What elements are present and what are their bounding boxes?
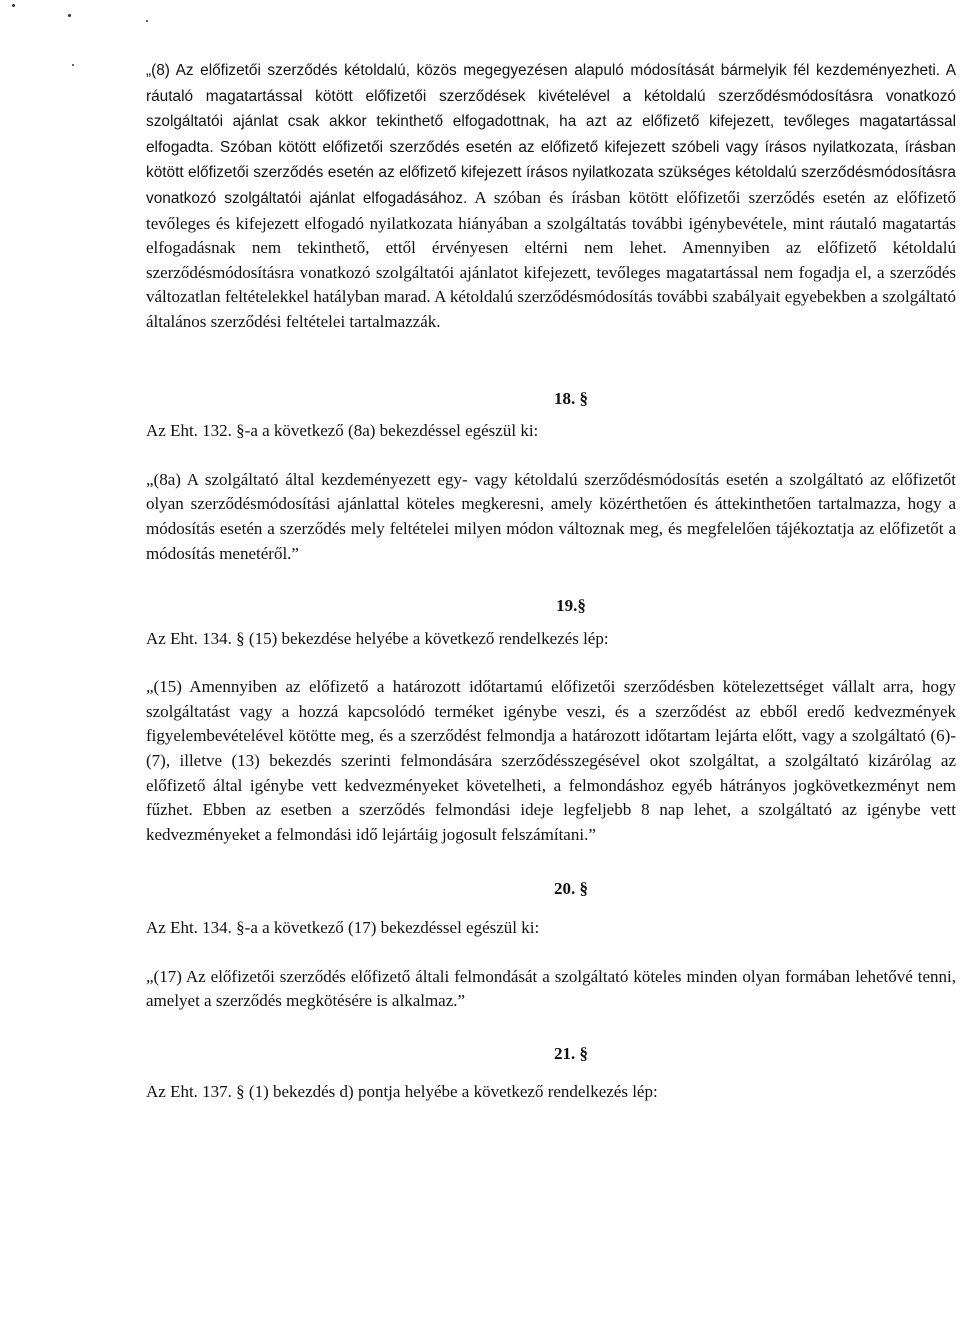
scan-speck-3 [146,20,148,22]
section-19-heading: 19.§ [556,596,586,616]
section-18-quote: „(8a) A szolgáltató által kezdeményezett egy- vagy kétoldalú szerződésmódosítás esetén a szolgáltató az előfizetőt olyan szerződésmódosítási ajánlattal köteles megkeresni, amely közérthetően és áttekinthetően tartalmazza, hogy a módosítás esetén a szerződés mely feltételei milyen módon változnak meg, és megfelelően tájékoztatja az előfizetőt a módosítás menetéről.” [146,469,956,563]
scan-speck-2 [68,14,71,17]
section-18-intro: Az Eht. 132. §-a a következő (8a) bekezdéssel egészül ki: [146,421,539,441]
section-20-quote: „(17) Az előfizetői szerződés előfizető általi felmondását a szolgáltató köteles minden olyan formában lehetővé tenni, amelyet a szerződés megkötésére is alkalmaz.” [146,966,956,1011]
section-19-quote: „(15) Amennyiben az előfizető a határozott időtartamú előfizetői szerződésben kötelezettséget vállalt arra, hogy szolgáltatást vagy a hozzá kapcsolódó terméket igénybe veszi, és a szerződést az ebből eredő kedvezmények figyelembevételével kötötte meg, és a szerződést felmondja a határozott időtartam lejárta előtt, vagy a szolgáltató (6)-(7), illetve (13) bekezdés szerinti felmondására szerződésszegésével okot szolgáltat, a szolgáltató kizárólag az előfizető által igénybe vett kedvezményeket követelheti, a felmondáshoz egyéb hátrányos jogkövetkezményt nem fűzhet. Ebben az esetben a szerződés felmondási ideje legfeljebb 8 nap lehet, a szolgáltató az igénybe vett kedvezményeket a felmondási idő lejártáig jogosult felszámítani.” [146,677,956,844]
section-21-heading: 21. § [554,1043,588,1063]
section-18-heading: 18. § [554,388,588,408]
section-21-intro: Az Eht. 137. § (1) bekezdés d) pontja helyébe a következő rendelkezés lép: [146,1082,658,1102]
paragraph-8 [146,58,956,335]
section-19-intro: Az Eht. 134. § (15) bekezdése helyébe a következő rendelkezés lép: [146,628,609,648]
paragraph-8-sans-text: „(8) Az előfizetői szerződés kétoldalú, közös megegyezésen alapuló módosítását bármelyik fél kezdeményezheti. A ráutaló magatartással kötött előfizetői szerződések kivételével a kétoldalú szerződésmódosításra vonatkozó szolgáltatói ajánlat csak akkor tekinthető elfogadottnak, ha azt az előfizető kifejezett, tevőleges magatartással elfogadta. Szóban kötött előfizetői szerződés esetén az előfizető kifejezett szóbeli vagy írásos nyilatkozata, írásban kötött előfizetői szerződés esetén az előfizető kifejezett írásos nyilatkozata szükséges kétoldalú szerződésmódosításra vonatkozó szolgáltatói ajánlat elfogadásához. [146,62,956,207]
scan-speck-1 [12,4,15,7]
section-20-intro: Az Eht. 134. §-a a következő (17) bekezdéssel egészül ki: [146,918,540,938]
paragraph-8-serif-text: A szóban és írásban kötött előfizetői szerződés esetén az előfizető tevőleges és kifejezett elfogadó nyilatkozata hiányában a szolgáltatás további igénybevétele, mint ráutaló magatartás elfogadásnak nem tekinthető, ettől érvényesen eltérni nem lehet. Amennyiben az előfizető kétoldalú szerződésmódosításra vonatkozó szolgáltatói ajánlatot kifejezett, tevőleges magatartással nem fogadja el, a szerződés változatlan feltételekkel hatályban marad. A kétoldalú szerződésmódosítás további szabályait egyebekben a szolgáltató általános szerződési feltételei tartalmazzák. [146,187,956,331]
document-page [146,58,956,1105]
scan-speck-4 [72,64,74,66]
section-20-heading: 20. § [554,879,588,899]
